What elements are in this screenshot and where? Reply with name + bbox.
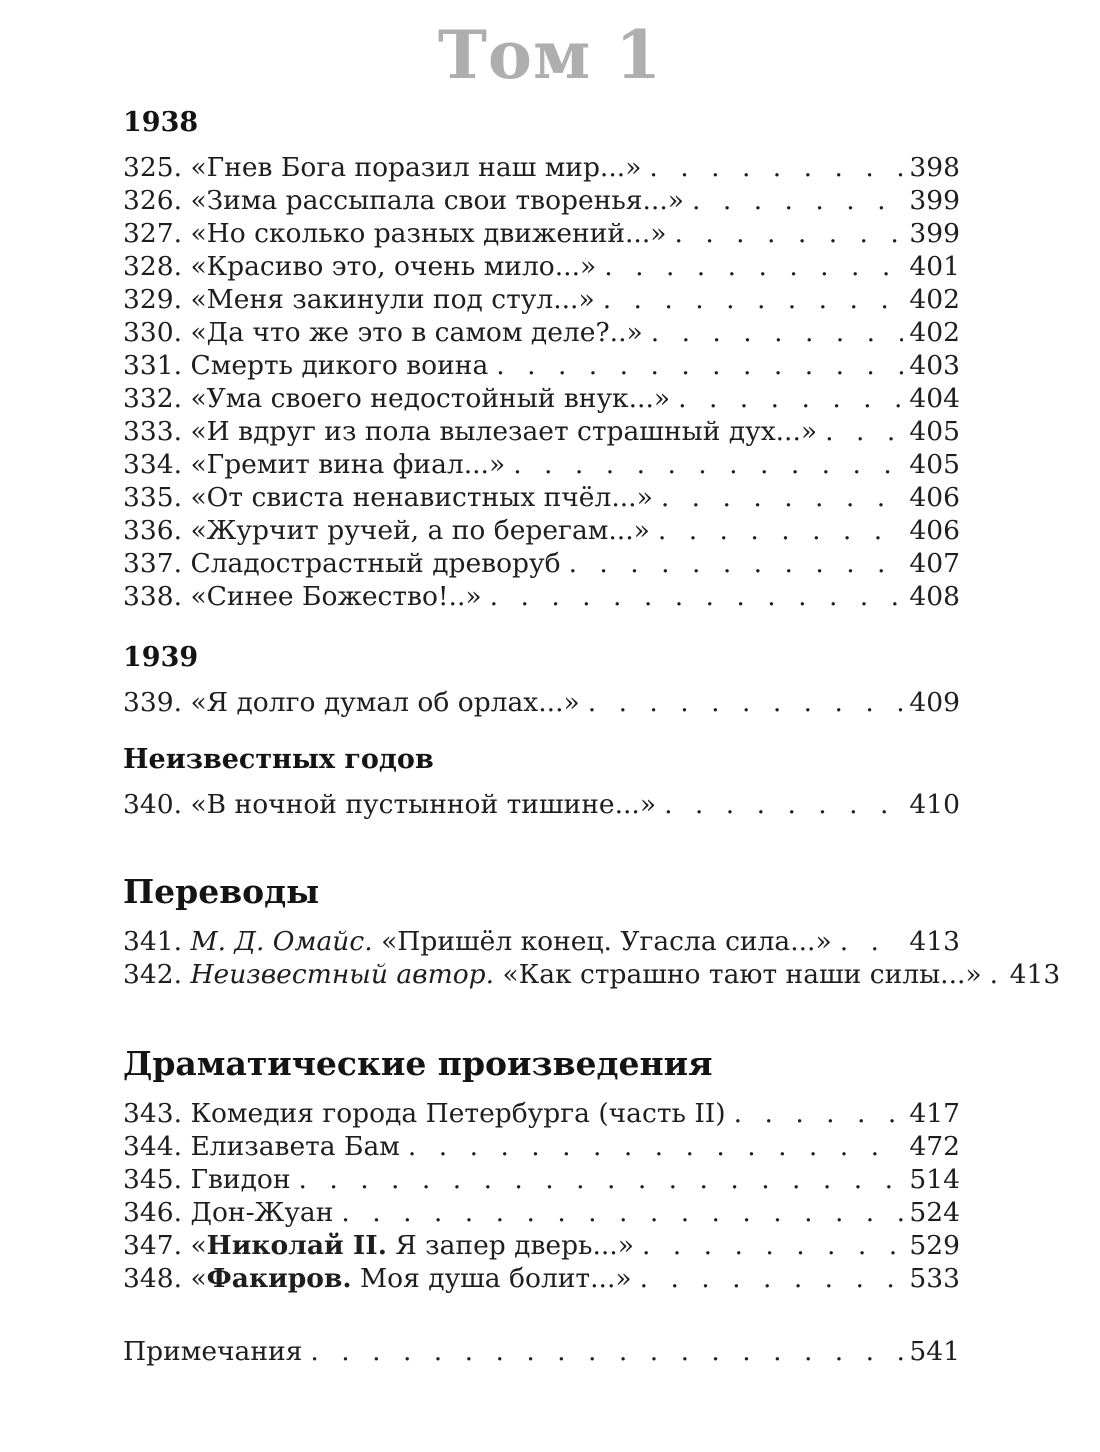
entry-title-part: « <box>190 1230 207 1261</box>
entry-title-part: «Но сколько разных движений...» <box>190 218 667 249</box>
entry-title <box>123 1335 302 1368</box>
section-heading: 1938 <box>123 107 199 138</box>
entry-title-part: «И вдруг из пола вылезает страшный дух...» <box>190 416 818 447</box>
entry-number: 332. <box>123 383 191 414</box>
dot-leader <box>734 1097 904 1130</box>
entry-title-part: «Да что же это в самом деле?..» <box>190 317 643 348</box>
dot-leader <box>674 217 903 250</box>
entry-page-number: 413 <box>1009 959 1061 990</box>
dot-leader <box>692 184 903 217</box>
toc-section <box>123 1043 960 1295</box>
entry-page-number: 405 <box>909 449 960 480</box>
entry-title <box>123 184 684 217</box>
dot-leader <box>588 686 904 719</box>
entry-title-part: «Как страшно тают наши силы...» <box>494 959 982 990</box>
entry-page-number: 524 <box>909 1197 960 1228</box>
toc-entry[interactable] <box>123 686 960 719</box>
toc-entry[interactable] <box>123 925 960 958</box>
entry-title-part: Факиров. <box>206 1263 352 1294</box>
entry-title-part: Я запер дверь...» <box>386 1230 634 1261</box>
toc-entry[interactable] <box>123 151 960 184</box>
entry-title-part: «Ума своего недостойный внук...» <box>190 383 671 414</box>
entry-title <box>123 217 666 250</box>
entry-page-number: 529 <box>909 1230 960 1261</box>
entry-title-part: Гвидон <box>190 1164 291 1195</box>
entry-page-number: 401 <box>909 251 960 282</box>
section-heading: Переводы <box>123 872 320 911</box>
entry-title <box>123 349 488 382</box>
entry-title <box>123 382 670 415</box>
toc-entry[interactable] <box>123 283 960 316</box>
entry-page-number: 405 <box>909 416 960 447</box>
entry-title <box>123 1229 634 1262</box>
entry-title <box>123 788 656 821</box>
entry-number: 335. <box>123 482 191 513</box>
entry-number: 345. <box>123 1164 191 1195</box>
toc-entry[interactable] <box>123 1335 960 1368</box>
entry-title-part: Комедия города Петербурга (часть II) <box>190 1098 726 1129</box>
entry-title-part: Дон-Жуан <box>190 1197 334 1228</box>
entry-title <box>123 1262 632 1295</box>
entry-page-number: 533 <box>909 1263 960 1294</box>
entry-title-part: «Гремит вина фиал...» <box>190 449 506 480</box>
entry-number: 328. <box>123 251 191 282</box>
entry-page-number: 398 <box>909 152 960 183</box>
entry-number: 326. <box>123 185 191 216</box>
toc-entry[interactable] <box>123 580 960 613</box>
entry-number: 331. <box>123 350 191 381</box>
entry-number: 347. <box>123 1230 191 1261</box>
toc-entry[interactable] <box>123 788 960 821</box>
dot-leader <box>490 580 904 613</box>
dot-leader <box>664 788 903 821</box>
entry-page-number: 402 <box>909 284 960 315</box>
entry-title <box>123 580 482 613</box>
entry-number: 348. <box>123 1263 191 1294</box>
entry-page-number: 472 <box>909 1131 960 1162</box>
dot-leader <box>990 958 1004 991</box>
toc-entry[interactable] <box>123 316 960 349</box>
toc-section <box>123 1335 960 1368</box>
entry-title <box>123 481 653 514</box>
toc-entry[interactable] <box>123 217 960 250</box>
dot-leader <box>640 1262 904 1295</box>
entry-title-part: «От свиста ненавистных пчёл...» <box>190 482 653 513</box>
section-heading: 1939 <box>123 642 199 673</box>
entry-title-part: «Красиво это, очень мило...» <box>190 251 597 282</box>
entry-number: 329. <box>123 284 191 315</box>
dot-leader <box>496 349 903 382</box>
entry-page-number: 404 <box>909 383 960 414</box>
toc-entry[interactable] <box>123 382 960 415</box>
entry-page-number: 417 <box>909 1098 960 1129</box>
dot-leader <box>341 1196 903 1229</box>
entry-title-part: М. Д. Омайс. <box>190 926 373 957</box>
dot-leader <box>642 1229 903 1262</box>
toc-entry[interactable] <box>123 448 960 481</box>
entry-number: 337. <box>123 548 191 579</box>
entry-number: 343. <box>123 1098 191 1129</box>
entry-number: 333. <box>123 416 191 447</box>
entry-page-number: 407 <box>909 548 960 579</box>
entry-title <box>123 1163 291 1196</box>
section-heading: Неизвестных годов <box>123 744 434 775</box>
entry-title-part: «Меня закинули под стул...» <box>190 284 595 315</box>
toc-entry[interactable] <box>123 481 960 514</box>
dot-leader <box>649 151 903 184</box>
entry-title-part: «Пришёл конец. Угасла сила...» <box>372 926 832 957</box>
toc-entry[interactable] <box>123 1130 960 1163</box>
section-heading: Драматические произведения <box>123 1044 713 1083</box>
entry-title-part: « <box>190 1263 207 1294</box>
toc-section <box>123 743 960 821</box>
dot-leader <box>513 448 903 481</box>
toc-entry[interactable] <box>123 1196 960 1229</box>
entry-number: 338. <box>123 581 191 612</box>
entry-page-number: 399 <box>909 218 960 249</box>
dot-leader <box>678 382 903 415</box>
entry-number: 336. <box>123 515 191 546</box>
entry-title-part: Елизавета Бам <box>190 1131 400 1162</box>
volume-title: Том 1 <box>437 16 663 94</box>
toc-entry[interactable] <box>123 184 960 217</box>
entry-number: 346. <box>123 1197 191 1228</box>
entry-number: 339. <box>123 687 191 718</box>
entry-page-number: 406 <box>909 515 960 546</box>
entry-page-number: 413 <box>909 926 960 957</box>
entry-title-part: Примечания <box>123 1336 303 1367</box>
entry-title-part: Николай II. <box>206 1230 387 1261</box>
entry-title-part: «Я долго думал об орлах...» <box>190 687 580 718</box>
dot-leader <box>661 481 904 514</box>
toc-entry[interactable] <box>123 1097 960 1130</box>
toc-entry[interactable] <box>123 958 1061 991</box>
entry-title-part: Неизвестный автор. <box>190 959 495 990</box>
entry-title-part: Сладострастный древоруб <box>190 548 561 579</box>
entry-title <box>123 958 982 991</box>
toc-section <box>123 641 960 719</box>
entry-number: 330. <box>123 317 191 348</box>
toc-entry[interactable] <box>123 514 960 547</box>
entry-title <box>123 448 505 481</box>
toc-section <box>123 106 960 613</box>
entry-page-number: 514 <box>909 1164 960 1195</box>
entry-title <box>123 283 595 316</box>
dot-leader <box>825 415 903 448</box>
dot-leader <box>299 1163 904 1196</box>
dot-leader <box>310 1335 903 1368</box>
toc-entry[interactable] <box>123 349 960 382</box>
toc-entry[interactable] <box>123 1163 960 1196</box>
toc-section <box>123 871 1061 991</box>
dot-leader <box>408 1130 904 1163</box>
entry-title-part: «Журчит ручей, а по берегам...» <box>190 515 650 546</box>
entry-number: 327. <box>123 218 191 249</box>
entry-page-number: 402 <box>909 317 960 348</box>
entry-title-part: Моя душа болит...» <box>351 1263 632 1294</box>
entry-title <box>123 514 650 547</box>
entry-title <box>123 925 832 958</box>
toc-entry[interactable] <box>123 250 960 283</box>
entry-title <box>123 250 596 283</box>
entry-number: 334. <box>123 449 191 480</box>
entry-page-number: 409 <box>909 687 960 718</box>
entry-number: 344. <box>123 1131 191 1162</box>
entry-title-part: Смерть дикого воина <box>190 350 489 381</box>
toc-entry[interactable] <box>123 415 960 448</box>
entry-title-part: «Гнев Бога поразил наш мир...» <box>190 152 642 183</box>
entry-title <box>123 316 643 349</box>
entry-title-part: «Синее Божество!..» <box>190 581 482 612</box>
entry-title <box>123 1130 400 1163</box>
entry-title <box>123 1196 333 1229</box>
dot-leader <box>569 547 904 580</box>
dot-leader <box>651 316 904 349</box>
entry-title <box>123 415 817 448</box>
entry-number: 325. <box>123 152 191 183</box>
entry-title <box>123 151 641 184</box>
entry-number: 341. <box>123 926 191 957</box>
entry-title <box>123 1097 726 1130</box>
entry-page-number: 399 <box>909 185 960 216</box>
entry-title-part: «Зима рассыпала свои творенья...» <box>190 185 684 216</box>
entry-page-number: 408 <box>909 581 960 612</box>
dot-leader <box>840 925 904 958</box>
entry-number: 342. <box>123 959 191 990</box>
dot-leader <box>658 514 904 547</box>
entry-title <box>123 547 561 580</box>
entry-title-part: «В ночной пустынной тишине...» <box>190 789 657 820</box>
dot-leader <box>604 250 903 283</box>
entry-number: 340. <box>123 789 191 820</box>
entry-page-number: 403 <box>909 350 960 381</box>
toc-entry[interactable] <box>123 1262 960 1295</box>
entry-title <box>123 686 580 719</box>
entry-page-number: 406 <box>909 482 960 513</box>
toc-entry[interactable] <box>123 1229 960 1262</box>
toc-entry[interactable] <box>123 547 960 580</box>
dot-leader <box>603 283 904 316</box>
entry-page-number: 541 <box>909 1336 960 1367</box>
toc-list <box>123 106 1061 1368</box>
entry-page-number: 410 <box>909 789 960 820</box>
